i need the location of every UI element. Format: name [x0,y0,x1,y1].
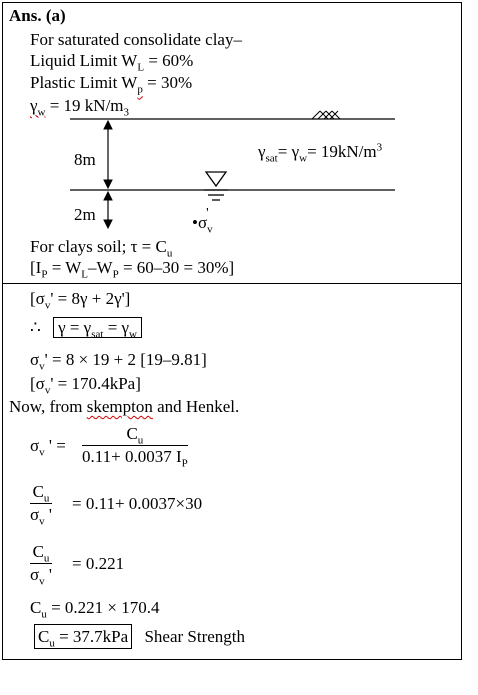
water-table-icon [204,172,228,200]
gamma-value: = 19kN/m [307,142,377,161]
f1-num: C [126,424,138,443]
final-sym: C [38,627,50,646]
depth-2m-label: 2m [74,205,96,224]
plasticity-index-line [30,258,235,281]
answer-title: Ans. (a) [9,6,66,25]
eq3-sub: v [39,360,45,373]
final-label: Shear Strength [144,627,246,646]
eq-gamma [30,318,142,341]
pi-a: [I [30,258,42,277]
pl-value: = 30% [142,73,193,92]
f1-numerator [82,423,188,446]
point-prime: ' [206,206,209,221]
final-sub: u [49,637,55,650]
gamma-unit-sup: 3 [376,141,383,154]
clays-line [30,237,173,260]
eq1-b: ' = 8γ + 2γ'] [50,289,131,308]
f1-den-sub: P [181,457,188,470]
gamma-mid: = γ [277,142,300,161]
cu-sub: u [41,608,47,621]
point-sub: v [207,223,213,236]
eq-effective-stress [30,289,131,312]
f1-lhs-end: ' = [44,436,66,455]
f3-denominator [30,564,52,586]
f1-lhs-sym: σ [30,436,40,455]
f2-rhs: = 0.11+ 0.0037×30 [72,494,203,513]
eq-substitution [30,350,207,373]
eq3-a: σ [30,350,40,369]
eq2-a: γ = γ [58,318,92,337]
f1-lhs-sub: v [39,446,45,459]
f1-fraction [82,423,188,468]
depth-arrow-2m [104,192,112,228]
eq2-sub2: w [129,328,137,341]
final-value: = 37.7kPa [54,627,129,646]
pi-c: –W [88,258,113,277]
pi-sub3: P [112,268,119,281]
pl-sub: p [137,83,143,96]
eq1-a: [σ [30,289,45,308]
ll-value: = 60% [144,51,194,70]
gw-unit-sub: 3 [123,106,130,119]
gamma-sym: γ [258,142,266,161]
f3-den-end: ' [44,565,52,584]
gamma-sat-sub: sat [265,152,278,165]
f3-num: C [32,542,44,561]
f3-den-sub: v [39,575,45,588]
pi-sub2: L [81,268,89,281]
ll-label: Liquid Limit W [30,51,138,70]
now-pre: Now, from [9,397,87,416]
depth-8m-label: 8m [74,150,96,169]
gw-value: = 19 kN/m [45,96,124,115]
now-underlined: skempton [86,397,153,416]
therefore-sym: ∴ [30,318,41,337]
f3-den: σ [30,565,40,584]
f2-numerator [30,481,52,504]
unit-weight-label [258,141,383,165]
gw-sym: γ [30,96,38,115]
point-label [192,206,213,236]
f2-den-sub: v [39,515,45,528]
ll-sub: L [137,61,145,74]
f2-den: σ [30,505,40,524]
f2-num: C [32,482,44,501]
f3-num-sub: u [43,552,50,565]
f1-num-sub: u [137,434,144,447]
f3-rhs: = 0.221 [72,554,125,573]
skempton-line [9,397,239,417]
f1-lhs [30,436,66,459]
cu-calculation [30,598,160,621]
f3-fraction [30,541,52,586]
gw-sub: w [37,106,46,119]
point-sigma: •σ [192,213,208,232]
gamma-w-sub: w [299,152,308,165]
f2-den-end: ' [44,505,52,524]
final-answer [34,627,246,650]
eq2-b: = γ [103,318,130,337]
now-post: and Henkel. [152,397,240,416]
pl-label: Plastic Limit W [30,73,138,92]
eq3-b: ' = 8 × 19 + 2 [19–9.81] [44,350,207,369]
pi-sub1: P [41,268,48,281]
clays-text: For clays soil; τ = C [30,237,167,256]
clays-sub: u [166,247,173,260]
gamma-box [53,317,142,341]
cu-rest: = 0.221 × 170.4 [46,598,160,617]
f3-numerator [30,541,52,564]
cu-sym: C [30,598,42,617]
final-answer-box [34,624,132,649]
eq-result-stress [30,374,141,397]
f2-num-sub: u [43,492,50,505]
f2-denominator [30,504,52,526]
f1-den: 0.11+ 0.0037 I [82,447,182,466]
eq4-b: ' = 170.4kPa] [50,374,141,393]
eq1-sub: v [44,299,51,312]
eq4-a: [σ [30,374,45,393]
eq2-sub1: sat [91,328,104,341]
pi-d: = 60–30 = 30%] [118,258,235,277]
f2-fraction [30,481,52,526]
eq4-sub: v [44,384,51,397]
f1-denominator [82,446,188,468]
pi-b: = W [47,258,82,277]
given-line: For saturated consolidate clay– [30,30,242,49]
depth-arrow-8m [104,121,112,188]
